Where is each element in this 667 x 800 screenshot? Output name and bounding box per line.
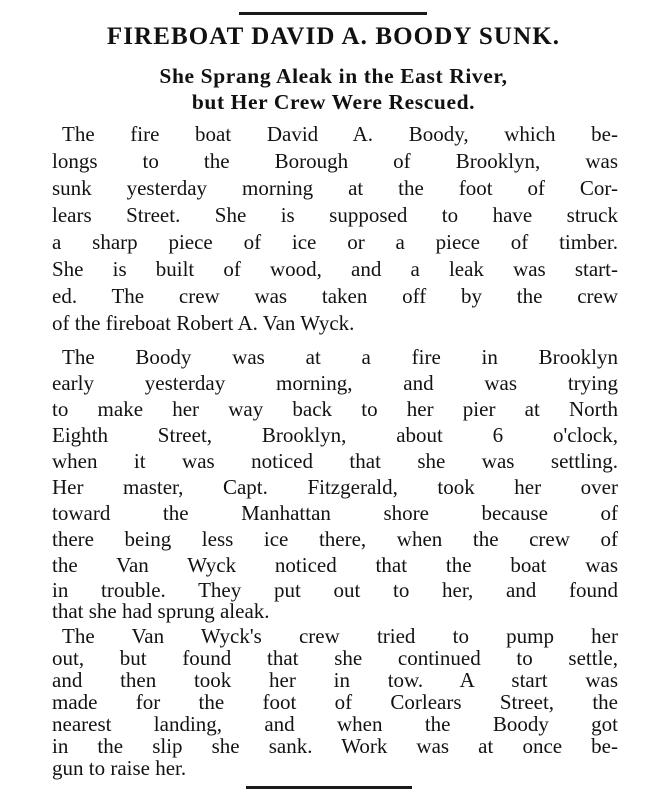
paragraph-line: made for the foot of Corlears Street, the bbox=[52, 690, 618, 714]
paragraph-line: the Van Wyck noticed that the boat was bbox=[52, 553, 618, 577]
paragraph-line: The fire boat David A. Boody, which be- bbox=[62, 122, 618, 146]
paragraph-line: The Boody was at a fire in Brooklyn bbox=[62, 345, 618, 369]
paragraph-line: that she had sprung aleak. bbox=[52, 599, 270, 623]
paragraph-line: to make her way back to her pier at North bbox=[52, 397, 618, 421]
paragraph-line: nearest landing, and when the Boody got bbox=[52, 712, 618, 736]
paragraph-line: and then took her in tow. A start was bbox=[52, 668, 618, 692]
paragraph-line: Her master, Capt. Fitzgerald, took her over bbox=[52, 475, 618, 499]
paragraph-line: early yesterday morning, and was trying bbox=[52, 371, 618, 395]
subheadline-line-2: but Her Crew Were Rescued. bbox=[191, 90, 476, 114]
paragraph-line: when it was noticed that she was settling. bbox=[52, 449, 618, 473]
paragraph-line: She is built of wood, and a leak was start- bbox=[52, 257, 618, 281]
paragraph-line: in trouble. They put out to her, and found bbox=[52, 578, 618, 602]
paragraph-line: toward the Manhattan shore because of bbox=[52, 501, 618, 525]
paragraph-line: gun to raise her. bbox=[52, 756, 187, 780]
paragraph-line: sunk yesterday morning at the foot of Cor- bbox=[52, 176, 618, 200]
headline: FIREBOAT DAVID A. BOODY SUNK. bbox=[106, 23, 561, 50]
paragraph-line: of the fireboat Robert A. Van Wyck. bbox=[52, 311, 355, 335]
paragraph-line: ed. The crew was taken off by the crew bbox=[52, 284, 618, 308]
paragraph-line: lears Street. She is supposed to have struck bbox=[52, 203, 618, 227]
paragraph-line: Eighth Street, Brooklyn, about 6 o'clock, bbox=[52, 423, 618, 447]
paragraph-line: there being less ice there, when the crew of bbox=[52, 527, 618, 551]
top-rule bbox=[239, 12, 427, 15]
paragraph-line: The Van Wyck's crew tried to pump her bbox=[62, 624, 618, 648]
subheadline-line-1: She Sprang Aleak in the East River, bbox=[159, 64, 508, 88]
paragraph-line: longs to the Borough of Brooklyn, was bbox=[52, 149, 618, 173]
paragraph-line: in the slip she sank. Work was at once be- bbox=[52, 734, 618, 758]
paragraph-line: a sharp piece of ice or a piece of timber. bbox=[52, 230, 618, 254]
paragraph-line: out, but found that she continued to settle, bbox=[52, 646, 618, 670]
bottom-rule bbox=[246, 786, 412, 789]
